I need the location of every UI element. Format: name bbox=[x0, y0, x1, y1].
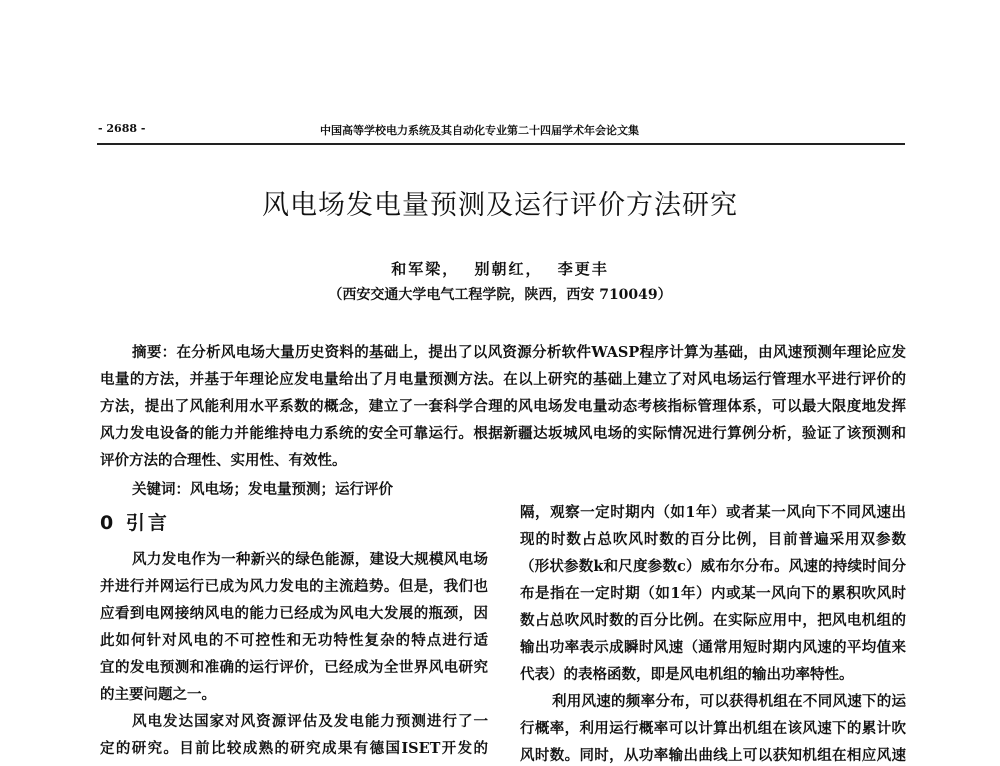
body-line: 并进行并网运行已成为风力发电的主流趋势。但是，我们也 bbox=[100, 578, 488, 595]
body-line: （形状参数k和尺度参数c）威布尔分布。风速的持续时间分 bbox=[520, 558, 906, 575]
abstract-line: 方法，提出了风能利用水平系数的概念，建立了一套科学合理的风电场发电量动态考核指标管理体系，可以最大限度地发挥 bbox=[100, 398, 906, 415]
body-line: 现的时数占总吹风时数的百分比例，目前普遍采用双参数 bbox=[520, 531, 906, 548]
abstract-line: 风力发电设备的能力并能维持电力系统的安全可靠运行。根据新疆达坂城风电场的实际情况进行算例分析，验证了该预测和 bbox=[100, 425, 906, 442]
header-rule bbox=[97, 143, 905, 145]
body-line: 风力发电作为一种新兴的绿色能源，建设大规模风电场 bbox=[132, 551, 488, 568]
body-line: 输出功率表示成瞬时风速（通常用短时期内风速的平均值来 bbox=[520, 639, 906, 656]
running-head: 中国高等学校电力系统及其自动化专业第二十四届学术年会论文集 bbox=[320, 124, 639, 137]
abstract-line: 评价方法的合理性、实用性、有效性。 bbox=[100, 452, 347, 469]
body-line: 此如何针对风电的不可控性和无功特性复杂的特点进行适 bbox=[100, 632, 488, 649]
body-line: 应看到电网接纳风电的能力已经成为风电大发展的瓶颈，因 bbox=[100, 605, 488, 622]
keywords bbox=[132, 478, 393, 499]
body-line: 利用风速的频率分布，可以获得机组在不同风速下的运 bbox=[552, 693, 906, 710]
abstract-line: 电量的方法，并基于年理论应发电量给出了月电量预测方法。在以上研究的基础上建立了对风电场运行管理水平进行评价的 bbox=[100, 371, 906, 388]
paper-title: 风电场发电量预测及运行评价方法研究 bbox=[262, 190, 738, 221]
body-line: 数占总吹风时数的百分比例。在实际应用中，把风电机组的 bbox=[520, 612, 906, 629]
body-line: 布是指在一定时期（如1年）内或某一风向下的累积吹风时 bbox=[520, 585, 906, 602]
body-line: 的主要问题之一。 bbox=[100, 686, 216, 703]
body-line: 隔，观察一定时期内（如1年）或者某一风向下不同风速出 bbox=[520, 504, 906, 521]
body-line: 风电发达国家对风资源评估及发电能力预测进行了一 bbox=[132, 713, 488, 730]
abstract-line bbox=[132, 343, 906, 363]
section-heading: 0 引言 bbox=[100, 512, 170, 534]
body-line: 行概率，利用运行概率可以计算出机组在该风速下的累计吹 bbox=[520, 720, 906, 737]
page-number: - 2688 - bbox=[98, 122, 146, 135]
affiliation: （西安交通大学电气工程学院，陕西，西安 710049） bbox=[328, 287, 672, 303]
body-line: 宜的发电预测和准确的运行评价，已经成为全世界风电研究 bbox=[100, 659, 488, 676]
body-line: 代表）的表格函数，即是风电机组的输出功率特性。 bbox=[520, 666, 854, 683]
keywords-text: 风电场；发电量预测；运行评价 bbox=[190, 481, 393, 498]
abstract-label: 摘要： bbox=[132, 344, 177, 361]
keywords-label: 关键词： bbox=[132, 481, 190, 498]
authors: 和军梁， 别朝红， 李更丰 bbox=[391, 260, 609, 278]
body-line: 定的研究。目前比较成熟的研究成果有德国ISET开发的 bbox=[100, 740, 488, 757]
body-line: 风时数。同时，从功率输出曲线上可以获知机组在相应风速 bbox=[520, 747, 906, 764]
abstract-text: 在分析风电场大量历史资料的基础上，提出了以风资源分析软件WASP程序计算为基础，由风速预测年理论应发 bbox=[176, 344, 906, 361]
